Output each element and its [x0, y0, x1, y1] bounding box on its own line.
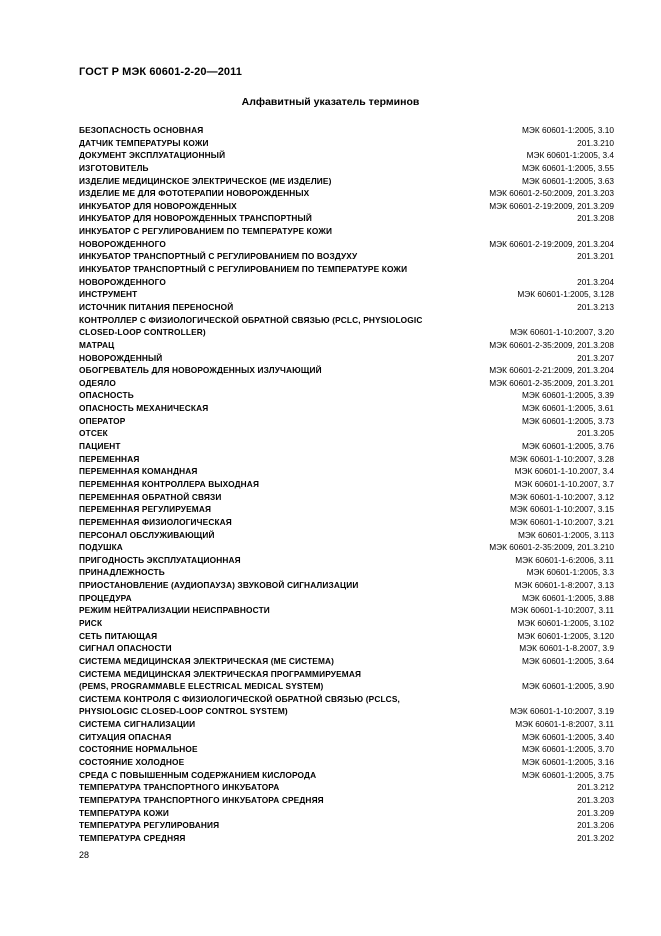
index-entry-line: [79, 200, 614, 213]
index-term: НОВОРОЖДЕННОГО: [79, 276, 166, 287]
index-reference: МЭК 60601-1:2005, 3.76: [522, 441, 614, 452]
index-term: ПЕРЕМЕННАЯ: [79, 453, 140, 464]
index-entry-line: [79, 554, 614, 567]
index-reference: МЭК 60601-1:2005, 3.70: [522, 744, 614, 755]
index-reference: МЭК 60601-1-8:2007, 3.11: [515, 719, 614, 730]
index-entry: [79, 769, 614, 782]
index-term: НОВОРОЖДЕННОГО: [79, 238, 166, 249]
index-entry-line: [79, 301, 614, 314]
index-entry: [79, 756, 614, 769]
index-term: (PEMS, PROGRAMMABLE ELECTRICAL MEDICAL SYSTEM): [79, 681, 324, 692]
index-entry-line: [79, 453, 614, 466]
index-entry: [79, 288, 614, 301]
page-number: 28: [79, 850, 90, 860]
index-entry: [79, 693, 614, 718]
index-entry-line: [79, 212, 614, 225]
index-reference: МЭК 60601-1:2005, 3.16: [522, 757, 614, 768]
index-entry: [79, 642, 614, 655]
index-reference: МЭК 60601-1:2005, 3.128: [517, 289, 614, 300]
index-term: ПЕРЕМЕННАЯ РЕГУЛИРУЕМАЯ: [79, 504, 212, 515]
index-reference: МЭК 60601-1-6:2006, 3.11: [515, 554, 614, 565]
index-reference: МЭК 60601-2-35:2009, 201.3.208: [489, 339, 614, 350]
index-reference: МЭК 60601-1-10:2007, 3.21: [510, 516, 614, 527]
index-entry: [79, 225, 614, 250]
index-reference: МЭК 60601-1:2005, 3.113: [518, 529, 614, 540]
index-entry: [79, 478, 614, 491]
index-entry: [79, 389, 614, 402]
index-entry-line: [79, 250, 614, 263]
index-reference: МЭК 60601-1:2005, 3.63: [522, 175, 614, 186]
index-reference: МЭК 60601-1-10:2007, 3.11: [510, 605, 614, 616]
index-term: СИГНАЛ ОПАСНОСТИ: [79, 643, 172, 654]
index-term: СИСТЕМА СИГНАЛИЗАЦИИ: [79, 719, 196, 730]
index-entry-line: [79, 503, 614, 516]
index-term: СИТУАЦИЯ ОПАСНАЯ: [79, 731, 172, 742]
index-term: ПАЦИЕНТ: [79, 441, 121, 452]
index-term: ОПЕРАТОР: [79, 415, 126, 426]
index-entry: [79, 617, 614, 630]
index-entry-line: [79, 389, 614, 402]
index-entry-line: [79, 541, 614, 554]
index-entry: [79, 175, 614, 188]
index-reference: МЭК 60601-1-10.2007, 3.7: [514, 478, 614, 489]
index-entries-list: [79, 124, 614, 845]
index-term: ИНКУБАТОР ТРАНСПОРТНЫЙ С РЕГУЛИРОВАНИЕМ ПО ТЕМПЕРАТУРЕ КОЖИ: [79, 264, 408, 275]
index-reference: МЭК 60601-2-35:2009, 201.3.201: [489, 377, 614, 388]
index-entry: [79, 364, 614, 377]
index-entry-line: [79, 465, 614, 478]
index-entry-line: [79, 137, 614, 150]
index-reference: МЭК 60601-2-35:2009, 201.3.210: [489, 542, 614, 553]
index-term: ТЕМПЕРАТУРА ТРАНСПОРТНОГО ИНКУБАТОРА СРЕДНЯЯ: [79, 794, 324, 805]
index-entry-line: [79, 794, 614, 807]
index-term: ИЗДЕЛИЕ МЕ ДЛЯ ФОТОТЕРАПИИ НОВОРОЖДЕННЫХ: [79, 188, 310, 199]
index-entry: [79, 339, 614, 352]
index-entry-line: [79, 326, 614, 339]
index-term: ТЕМПЕРАТУРА СРЕДНЯЯ: [79, 832, 186, 843]
index-entry-line: [79, 743, 614, 756]
index-entry-line: [79, 529, 614, 542]
index-entry: [79, 781, 614, 794]
index-entry-line: [79, 566, 614, 579]
index-entry-line: [79, 415, 614, 428]
index-entry-line: [79, 377, 614, 390]
index-entry-line: [79, 693, 614, 706]
index-entry: [79, 453, 614, 466]
index-reference: МЭК 60601-1-10:2007, 3.28: [510, 453, 614, 464]
index-entry: [79, 491, 614, 504]
index-term: КОНТРОЛЛЕР С ФИЗИОЛОГИЧЕСКОЙ ОБРАТНОЙ СВЯЗЬЮ (PCLC, PHYSIOLOGIC: [79, 314, 423, 325]
index-entry-line: [79, 440, 614, 453]
index-entry-line: [79, 604, 614, 617]
index-title: Алфавитный указатель терминов: [241, 96, 420, 108]
index-entry-line: [79, 427, 614, 440]
index-term: ТЕМПЕРАТУРА КОЖИ: [79, 807, 169, 818]
index-term: СОСТОЯНИЕ ХОЛОДНОЕ: [79, 757, 185, 768]
index-reference: МЭК 60601-2-50:2009, 201.3.203: [489, 188, 614, 199]
document-header-title: ГОСТ Р МЭК 60601-2-20—2011: [79, 66, 242, 78]
index-entry-line: [79, 617, 614, 630]
index-term: ДОКУМЕНТ ЭКСПЛУАТАЦИОННЫЙ: [79, 150, 226, 161]
index-entry: [79, 402, 614, 415]
index-entry-line: [79, 630, 614, 643]
index-entry: [79, 579, 614, 592]
index-entry: [79, 503, 614, 516]
index-term: ПЕРЕМЕННАЯ КОМАНДНАЯ: [79, 466, 198, 477]
index-term: СОСТОЯНИЕ НОРМАЛЬНОЕ: [79, 744, 198, 755]
index-entry: [79, 554, 614, 567]
index-entry: [79, 516, 614, 529]
index-entry-line: [79, 276, 614, 289]
index-entry: [79, 794, 614, 807]
index-reference: 201.3.209: [577, 807, 614, 818]
index-reference: МЭК 60601-1-8:2007, 3.13: [514, 580, 614, 591]
index-entry: [79, 743, 614, 756]
index-entry-line: [79, 769, 614, 782]
index-term: ИЗГОТОВИТЕЛЬ: [79, 162, 149, 173]
index-entry: [79, 541, 614, 554]
index-entry-line: [79, 807, 614, 820]
index-reference: МЭК 60601-1-10:2007, 3.19: [510, 706, 614, 717]
index-entry-line: [79, 731, 614, 744]
index-term: ИСТОЧНИК ПИТАНИЯ ПЕРЕНОСНОЙ: [79, 301, 234, 312]
index-term: МАТРАЦ: [79, 339, 115, 350]
index-entry: [79, 415, 614, 428]
index-entry: [79, 807, 614, 820]
index-term: НОВОРОЖДЕННЫЙ: [79, 352, 163, 363]
index-entry: [79, 630, 614, 643]
index-term: ИНСТРУМЕНТ: [79, 289, 138, 300]
index-entry-line: [79, 352, 614, 365]
index-entry-line: [79, 819, 614, 832]
index-entry: [79, 314, 614, 339]
index-term: РИСК: [79, 617, 103, 628]
index-reference: МЭК 60601-1:2005, 3.10: [522, 125, 614, 135]
index-term: ОДЕЯЛО: [79, 377, 116, 388]
index-entry-line: [79, 655, 614, 668]
index-reference: МЭК 60601-1:2005, 3.55: [522, 162, 614, 173]
index-reference: МЭК 60601-1:2005, 3.88: [522, 592, 614, 603]
index-entry: [79, 162, 614, 175]
index-entry: [79, 655, 614, 668]
index-reference: 201.3.207: [577, 352, 614, 363]
index-entry-line: [79, 756, 614, 769]
index-reference: МЭК 60601-1:2005, 3.90: [522, 681, 614, 692]
index-term: ПЕРСОНАЛ ОБСЛУЖИВАЮЩИЙ: [79, 529, 215, 540]
index-reference: МЭК 60601-1-10:2007, 3.20: [510, 327, 614, 338]
index-term: CLOSED-LOOP CONTROLLER): [79, 327, 206, 338]
index-reference: 201.3.201: [577, 251, 614, 262]
index-entry-line: [79, 402, 614, 415]
index-entry: [79, 427, 614, 440]
index-reference: МЭК 60601-1:2005, 3.40: [522, 731, 614, 742]
index-reference: 201.3.212: [577, 782, 614, 793]
index-entry-line: [79, 288, 614, 301]
index-term: БЕЗОПАСНОСТЬ ОСНОВНАЯ: [79, 125, 204, 135]
index-reference: МЭК 60601-1:2005, 3.120: [517, 630, 614, 641]
index-reference: МЭК 60601-1:2005, 3.39: [522, 390, 614, 401]
index-term: ОТСЕК: [79, 428, 108, 439]
index-reference: МЭК 60601-1:2005, 3.102: [517, 617, 614, 628]
index-term: СЕТЬ ПИТАЮЩАЯ: [79, 630, 158, 641]
index-reference: 201.3.213: [577, 301, 614, 312]
index-reference: МЭК 60601-2-21:2009, 201.3.204: [489, 365, 614, 376]
index-term: СРЕДА С ПОВЫШЕННЫМ СОДЕРЖАНИЕМ КИСЛОРОДА: [79, 769, 317, 780]
index-entry: [79, 592, 614, 605]
index-entry: [79, 200, 614, 213]
index-reference: МЭК 60601-2-19:2009, 201.3.204: [489, 238, 614, 249]
index-entry: [79, 301, 614, 314]
index-reference: МЭК 60601-1-10:2007, 3.15: [510, 504, 614, 515]
index-entry: [79, 731, 614, 744]
index-entry-line: [79, 175, 614, 188]
index-reference: МЭК 60601-1:2005, 3.61: [522, 403, 614, 414]
index-term: ОПАСНОСТЬ МЕХАНИЧЕСКАЯ: [79, 403, 209, 414]
index-term: РЕЖИМ НЕЙТРАЛИЗАЦИИ НЕИСПРАВНОСТИ: [79, 605, 270, 616]
index-entry: [79, 250, 614, 263]
index-reference: МЭК 60601-1:2005, 3.64: [522, 655, 614, 666]
index-entry: [79, 465, 614, 478]
index-entry-line: [79, 124, 614, 137]
index-entry-line: [79, 263, 614, 276]
index-reference: МЭК 60601-1:2005, 3.4: [526, 150, 614, 161]
index-term: ПЕРЕМЕННАЯ ОБРАТНОЙ СВЯЗИ: [79, 491, 222, 502]
index-term: ОПАСНОСТЬ: [79, 390, 134, 401]
index-reference: МЭК 60601-1-8.2007, 3.9: [519, 643, 614, 654]
index-term: ПРОЦЕДУРА: [79, 592, 132, 603]
index-reference: МЭК 60601-1:2005, 3.75: [522, 769, 614, 780]
index-reference: МЭК 60601-1:2005, 3.3: [526, 567, 614, 578]
index-entry: [79, 668, 614, 693]
index-term: ИНКУБАТОР ДЛЯ НОВОРОЖДЕННЫХ: [79, 200, 237, 211]
index-entry-line: [79, 781, 614, 794]
index-term: ПРИОСТАНОВЛЕНИЕ (АУДИОПАУЗА) ЗВУКОВОЙ СИГНАЛИЗАЦИИ: [79, 580, 359, 591]
index-entry-line: [79, 592, 614, 605]
index-entry-line: [79, 238, 614, 251]
index-entry-line: [79, 187, 614, 200]
index-term: ПРИГОДНОСТЬ ЭКСПЛУАТАЦИОННАЯ: [79, 554, 241, 565]
index-term: ПРИНАДЛЕЖНОСТЬ: [79, 567, 165, 578]
index-entry-line: [79, 339, 614, 352]
index-entry-line: [79, 478, 614, 491]
index-term: PHYSIOLOGIC CLOSED-LOOP CONTROL SYSTEM): [79, 706, 288, 717]
index-reference: 201.3.210: [577, 137, 614, 148]
index-reference: МЭК 60601-2-19:2009, 201.3.209: [489, 200, 614, 211]
index-entry: [79, 529, 614, 542]
index-entry-line: [79, 668, 614, 681]
index-reference: МЭК 60601-1:2005, 3.73: [522, 415, 614, 426]
index-term: ИНКУБАТОР ДЛЯ НОВОРОЖДЕННЫХ ТРАНСПОРТНЫЙ: [79, 213, 312, 224]
index-term: ИЗДЕЛИЕ МЕДИЦИНСКОЕ ЭЛЕКТРИЧЕСКОЕ (МЕ ИЗДЕЛИЕ): [79, 175, 332, 186]
index-entry-line: [79, 579, 614, 592]
index-entry: [79, 566, 614, 579]
index-reference: 201.3.206: [577, 820, 614, 831]
index-term: СИСТЕМА МЕДИЦИНСКАЯ ЭЛЕКТРИЧЕСКАЯ (МЕ СИСТЕМА): [79, 655, 335, 666]
index-reference: МЭК 60601-1-10:2007, 3.12: [510, 491, 614, 502]
index-entry: [79, 137, 614, 150]
index-entry-line: [79, 162, 614, 175]
index-entry: [79, 352, 614, 365]
index-term: ТЕМПЕРАТУРА ТРАНСПОРТНОГО ИНКУБАТОРА: [79, 782, 280, 793]
index-term: СИСТЕМА КОНТРОЛЯ С ФИЗИОЛОГИЧЕСКОЙ ОБРАТНОЙ СВЯЗЬЮ (PCLCS,: [79, 693, 400, 704]
index-term: ТЕМПЕРАТУРА РЕГУЛИРОВАНИЯ: [79, 820, 220, 831]
index-entry-line: [79, 516, 614, 529]
index-entry-line: [79, 680, 614, 693]
index-term: ДАТЧИК ТЕМПЕРАТУРЫ КОЖИ: [79, 137, 209, 148]
index-entry-line: [79, 705, 614, 718]
index-term: ПЕРЕМЕННАЯ КОНТРОЛЛЕРА ВЫХОДНАЯ: [79, 478, 260, 489]
index-entry-line: [79, 364, 614, 377]
index-term: ИНКУБАТОР ТРАНСПОРТНЫЙ С РЕГУЛИРОВАНИЕМ ПО ВОЗДУХУ: [79, 251, 358, 262]
index-entry: [79, 440, 614, 453]
index-entry-line: [79, 642, 614, 655]
index-entry: [79, 187, 614, 200]
index-entry-line: [79, 149, 614, 162]
index-entry: [79, 819, 614, 832]
index-term: СИСТЕМА МЕДИЦИНСКАЯ ЭЛЕКТРИЧЕСКАЯ ПРОГРАММИРУЕМАЯ: [79, 668, 362, 679]
index-entry-line: [79, 314, 614, 327]
index-entry: [79, 124, 614, 137]
index-entry: [79, 212, 614, 225]
index-entry: [79, 377, 614, 390]
index-reference: 201.3.208: [577, 213, 614, 224]
index-entry: [79, 604, 614, 617]
index-term: ИНКУБАТОР С РЕГУЛИРОВАНИЕМ ПО ТЕМПЕРАТУРЕ КОЖИ: [79, 226, 333, 237]
index-reference: 201.3.203: [577, 794, 614, 805]
index-reference: 201.3.204: [577, 276, 614, 287]
index-entry: [79, 149, 614, 162]
index-entry-line: [79, 491, 614, 504]
index-entry: [79, 832, 614, 845]
index-entry-line: [79, 832, 614, 845]
index-reference: 201.3.202: [577, 832, 614, 843]
index-entry-line: [79, 225, 614, 238]
index-term: ПОДУШКА: [79, 542, 123, 553]
index-entry-line: [79, 718, 614, 731]
index-reference: 201.3.205: [577, 428, 614, 439]
index-term: ОБОГРЕВАТЕЛЬ ДЛЯ НОВОРОЖДЕННЫХ ИЗЛУЧАЮЩИЙ: [79, 365, 322, 376]
index-term: ПЕРЕМЕННАЯ ФИЗИОЛОГИЧЕСКАЯ: [79, 516, 232, 527]
index-reference: МЭК 60601-1-10.2007, 3.4: [514, 466, 614, 477]
index-entry: [79, 263, 614, 288]
index-entry: [79, 718, 614, 731]
